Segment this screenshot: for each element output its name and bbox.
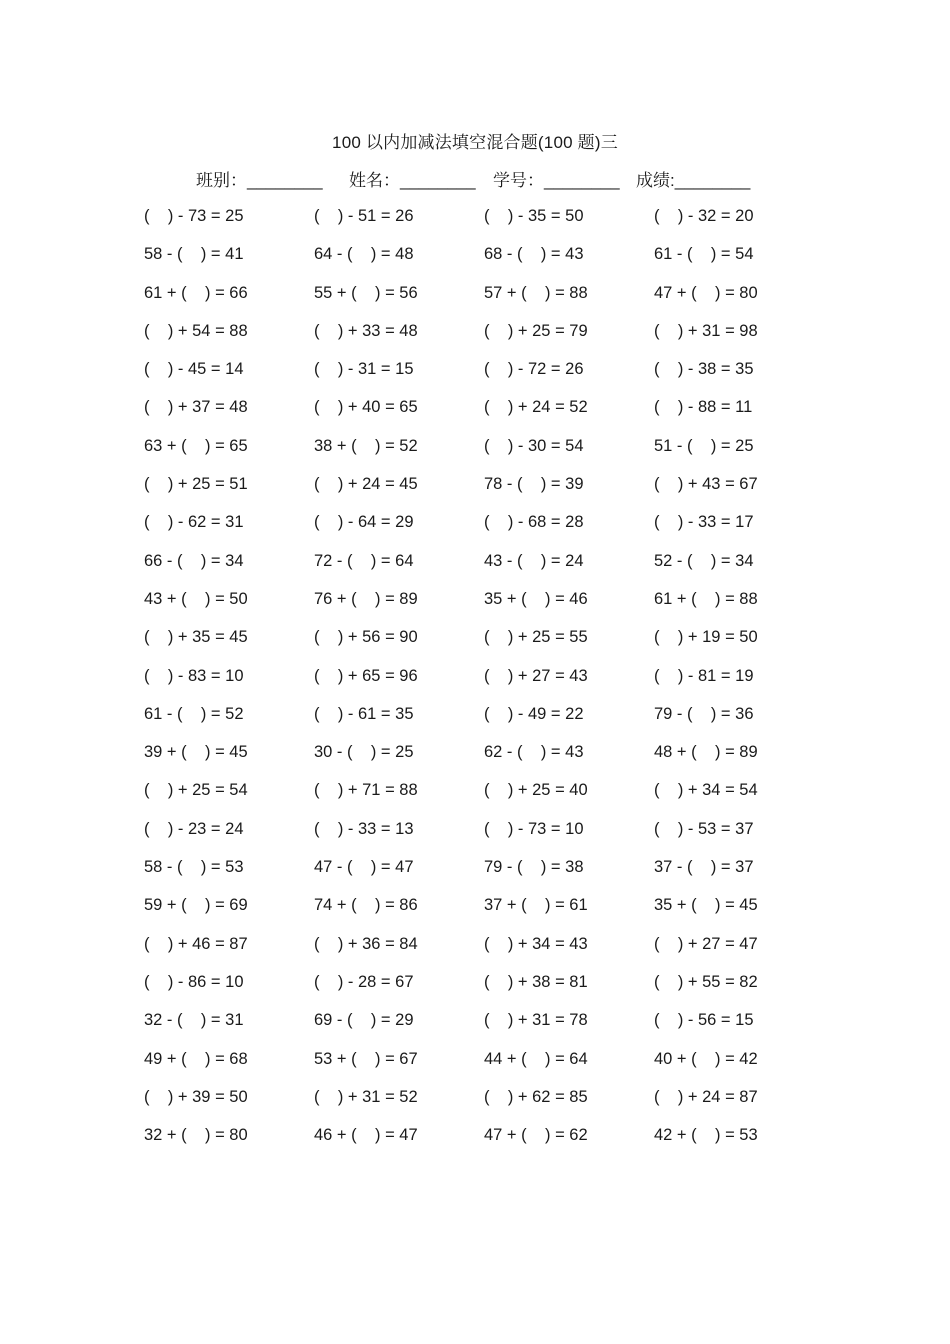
problem-item: 58 - ( ) = 53 (144, 858, 244, 877)
problem-item: ( ) + 62 = 85 (484, 1087, 588, 1106)
problem-row (144, 1009, 844, 1047)
problem-item: 47 + ( ) = 62 (484, 1126, 588, 1145)
problem-item: 61 + ( ) = 66 (144, 283, 248, 302)
problem-item: 62 - ( ) = 43 (484, 743, 584, 762)
problem-row (144, 435, 844, 473)
problem-item: 44 + ( ) = 64 (484, 1049, 588, 1068)
problem-item: 42 + ( ) = 53 (654, 1126, 758, 1145)
problem-item: 51 - ( ) = 25 (654, 436, 754, 455)
problem-item: 37 - ( ) = 37 (654, 858, 754, 877)
problem-item: ( ) + 37 = 48 (144, 398, 248, 417)
problem-item: ( ) + 46 = 87 (144, 934, 248, 953)
problem-item: 35 + ( ) = 45 (654, 896, 758, 915)
problem-item: 63 + ( ) = 65 (144, 436, 248, 455)
problem-item: 74 + ( ) = 86 (314, 896, 418, 915)
problem-item: ( ) - 73 = 10 (484, 819, 584, 838)
problem-item: 53 + ( ) = 67 (314, 1049, 418, 1068)
problem-item: ( ) - 64 = 29 (314, 513, 414, 532)
problem-item: 43 + ( ) = 50 (144, 589, 248, 608)
problem-row (144, 933, 844, 971)
class-field: 班别：________ (196, 171, 323, 190)
problem-item: 78 - ( ) = 39 (484, 475, 584, 494)
problem-item: ( ) + 65 = 96 (314, 666, 418, 685)
problem-row (144, 320, 844, 358)
problem-item: ( ) - 53 = 37 (654, 819, 754, 838)
problem-item: 64 - ( ) = 48 (314, 245, 414, 264)
problem-item: 35 + ( ) = 46 (484, 589, 588, 608)
problem-item: ( ) + 56 = 90 (314, 628, 418, 647)
problem-row (144, 971, 844, 1009)
problem-item: 79 - ( ) = 36 (654, 704, 754, 723)
problem-item: 61 - ( ) = 54 (654, 245, 754, 264)
problem-item: 49 + ( ) = 68 (144, 1049, 248, 1068)
problem-item: 76 + ( ) = 89 (314, 589, 418, 608)
problem-row (144, 473, 844, 511)
problem-row (144, 1048, 844, 1086)
problem-item: ( ) - 73 = 25 (144, 207, 244, 225)
problem-item: ( ) + 24 = 45 (314, 475, 418, 494)
problem-item: ( ) - 28 = 67 (314, 972, 414, 991)
problem-item: ( ) + 25 = 54 (144, 781, 248, 800)
problem-item: 72 - ( ) = 64 (314, 551, 414, 570)
problem-item: 47 - ( ) = 47 (314, 858, 414, 877)
worksheet-title: 100 以内加减法填空混合题(100 题)三 (332, 133, 618, 152)
problem-item: ( ) + 31 = 78 (484, 1011, 588, 1030)
problem-row (144, 779, 844, 817)
problem-row (144, 703, 844, 741)
problem-row (144, 282, 844, 320)
problem-row (144, 358, 844, 396)
problem-item: ( ) + 27 = 47 (654, 934, 758, 953)
problem-item: ( ) - 33 = 17 (654, 513, 754, 532)
problem-item: 32 + ( ) = 80 (144, 1126, 248, 1145)
problem-row (144, 511, 844, 549)
problem-item: ( ) - 32 = 20 (654, 207, 754, 225)
problem-item: 40 + ( ) = 42 (654, 1049, 758, 1068)
problem-item: ( ) + 31 = 98 (654, 321, 758, 340)
problem-item: 55 + ( ) = 56 (314, 283, 418, 302)
problem-item: ( ) - 33 = 13 (314, 819, 414, 838)
problem-row (144, 741, 844, 779)
problem-item: ( ) + 24 = 52 (484, 398, 588, 417)
problem-item: 52 - ( ) = 34 (654, 551, 754, 570)
problem-item: ( ) - 86 = 10 (144, 972, 244, 991)
problem-item: ( ) + 31 = 52 (314, 1087, 418, 1106)
problem-item: 48 + ( ) = 89 (654, 743, 758, 762)
problem-row (144, 626, 844, 664)
problem-item: ( ) + 25 = 40 (484, 781, 588, 800)
problem-item: 69 - ( ) = 29 (314, 1011, 414, 1030)
problem-item: ( ) - 23 = 24 (144, 819, 244, 838)
problem-row (144, 856, 844, 894)
problem-item: 79 - ( ) = 38 (484, 858, 584, 877)
problem-item: ( ) - 81 = 19 (654, 666, 754, 685)
problem-item: ( ) + 40 = 65 (314, 398, 418, 417)
problem-item: ( ) + 25 = 79 (484, 321, 588, 340)
problem-item: 46 + ( ) = 47 (314, 1126, 418, 1145)
problem-item: 30 - ( ) = 25 (314, 743, 414, 762)
problem-item: 68 - ( ) = 43 (484, 245, 584, 264)
problem-item: ( ) + 33 = 48 (314, 321, 418, 340)
problem-item: ( ) - 83 = 10 (144, 666, 244, 685)
problem-item: 61 + ( ) = 88 (654, 589, 758, 608)
problem-item: ( ) - 45 = 14 (144, 360, 244, 379)
problem-item: ( ) + 27 = 43 (484, 666, 588, 685)
problem-row (144, 1124, 844, 1162)
problem-item: ( ) + 25 = 55 (484, 628, 588, 647)
problem-item: 61 - ( ) = 52 (144, 704, 244, 723)
problem-row (144, 1086, 844, 1124)
problem-row (144, 205, 844, 243)
problem-item: ( ) + 36 = 84 (314, 934, 418, 953)
problem-item: ( ) - 51 = 26 (314, 207, 414, 225)
problem-item: 38 + ( ) = 52 (314, 436, 418, 455)
problem-item: 57 + ( ) = 88 (484, 283, 588, 302)
problem-item: ( ) + 38 = 81 (484, 972, 588, 991)
student-info-row (196, 166, 776, 191)
problem-item: ( ) + 55 = 82 (654, 972, 758, 991)
problem-item: 66 - ( ) = 34 (144, 551, 244, 570)
problem-item: ( ) - 30 = 54 (484, 436, 584, 455)
problem-row (144, 243, 844, 281)
problem-item: ( ) - 68 = 28 (484, 513, 584, 532)
problem-item: ( ) + 24 = 87 (654, 1087, 758, 1106)
name-field: 姓名：________ (349, 171, 476, 190)
problem-item: ( ) + 34 = 54 (654, 781, 758, 800)
problem-item: ( ) + 71 = 88 (314, 781, 418, 800)
problem-item: ( ) - 49 = 22 (484, 704, 584, 723)
problem-row (144, 665, 844, 703)
problem-row (144, 588, 844, 626)
problem-item: ( ) - 38 = 35 (654, 360, 754, 379)
problem-item: ( ) + 54 = 88 (144, 321, 248, 340)
problem-item: ( ) - 56 = 15 (654, 1011, 754, 1030)
problem-item: ( ) + 43 = 67 (654, 475, 758, 494)
problem-item: ( ) + 19 = 50 (654, 628, 758, 647)
problem-item: ( ) - 61 = 35 (314, 704, 414, 723)
problem-item: ( ) + 34 = 43 (484, 934, 588, 953)
problem-item: ( ) + 25 = 51 (144, 475, 248, 494)
problem-item: 47 + ( ) = 80 (654, 283, 758, 302)
student-number-field: 学号：________ (493, 171, 620, 190)
problem-item: ( ) - 35 = 50 (484, 207, 584, 225)
problem-row (144, 818, 844, 856)
problem-row (144, 550, 844, 588)
problem-item: ( ) - 88 = 11 (654, 398, 753, 417)
problem-item: 43 - ( ) = 24 (484, 551, 584, 570)
problem-item: ( ) + 39 = 50 (144, 1087, 248, 1106)
problem-item: 39 + ( ) = 45 (144, 743, 248, 762)
problem-grid (144, 205, 844, 1162)
score-field: 成绩:________ (636, 171, 751, 190)
problem-item: ( ) - 72 = 26 (484, 360, 584, 379)
problem-item: ( ) - 31 = 15 (314, 360, 414, 379)
problem-item: ( ) - 62 = 31 (144, 513, 244, 532)
problem-item: 59 + ( ) = 69 (144, 896, 248, 915)
problem-row (144, 894, 844, 932)
problem-item: ( ) + 35 = 45 (144, 628, 248, 647)
problem-item: 58 - ( ) = 41 (144, 245, 244, 264)
problem-row (144, 396, 844, 434)
problem-item: 37 + ( ) = 61 (484, 896, 588, 915)
problem-item: 32 - ( ) = 31 (144, 1011, 244, 1030)
